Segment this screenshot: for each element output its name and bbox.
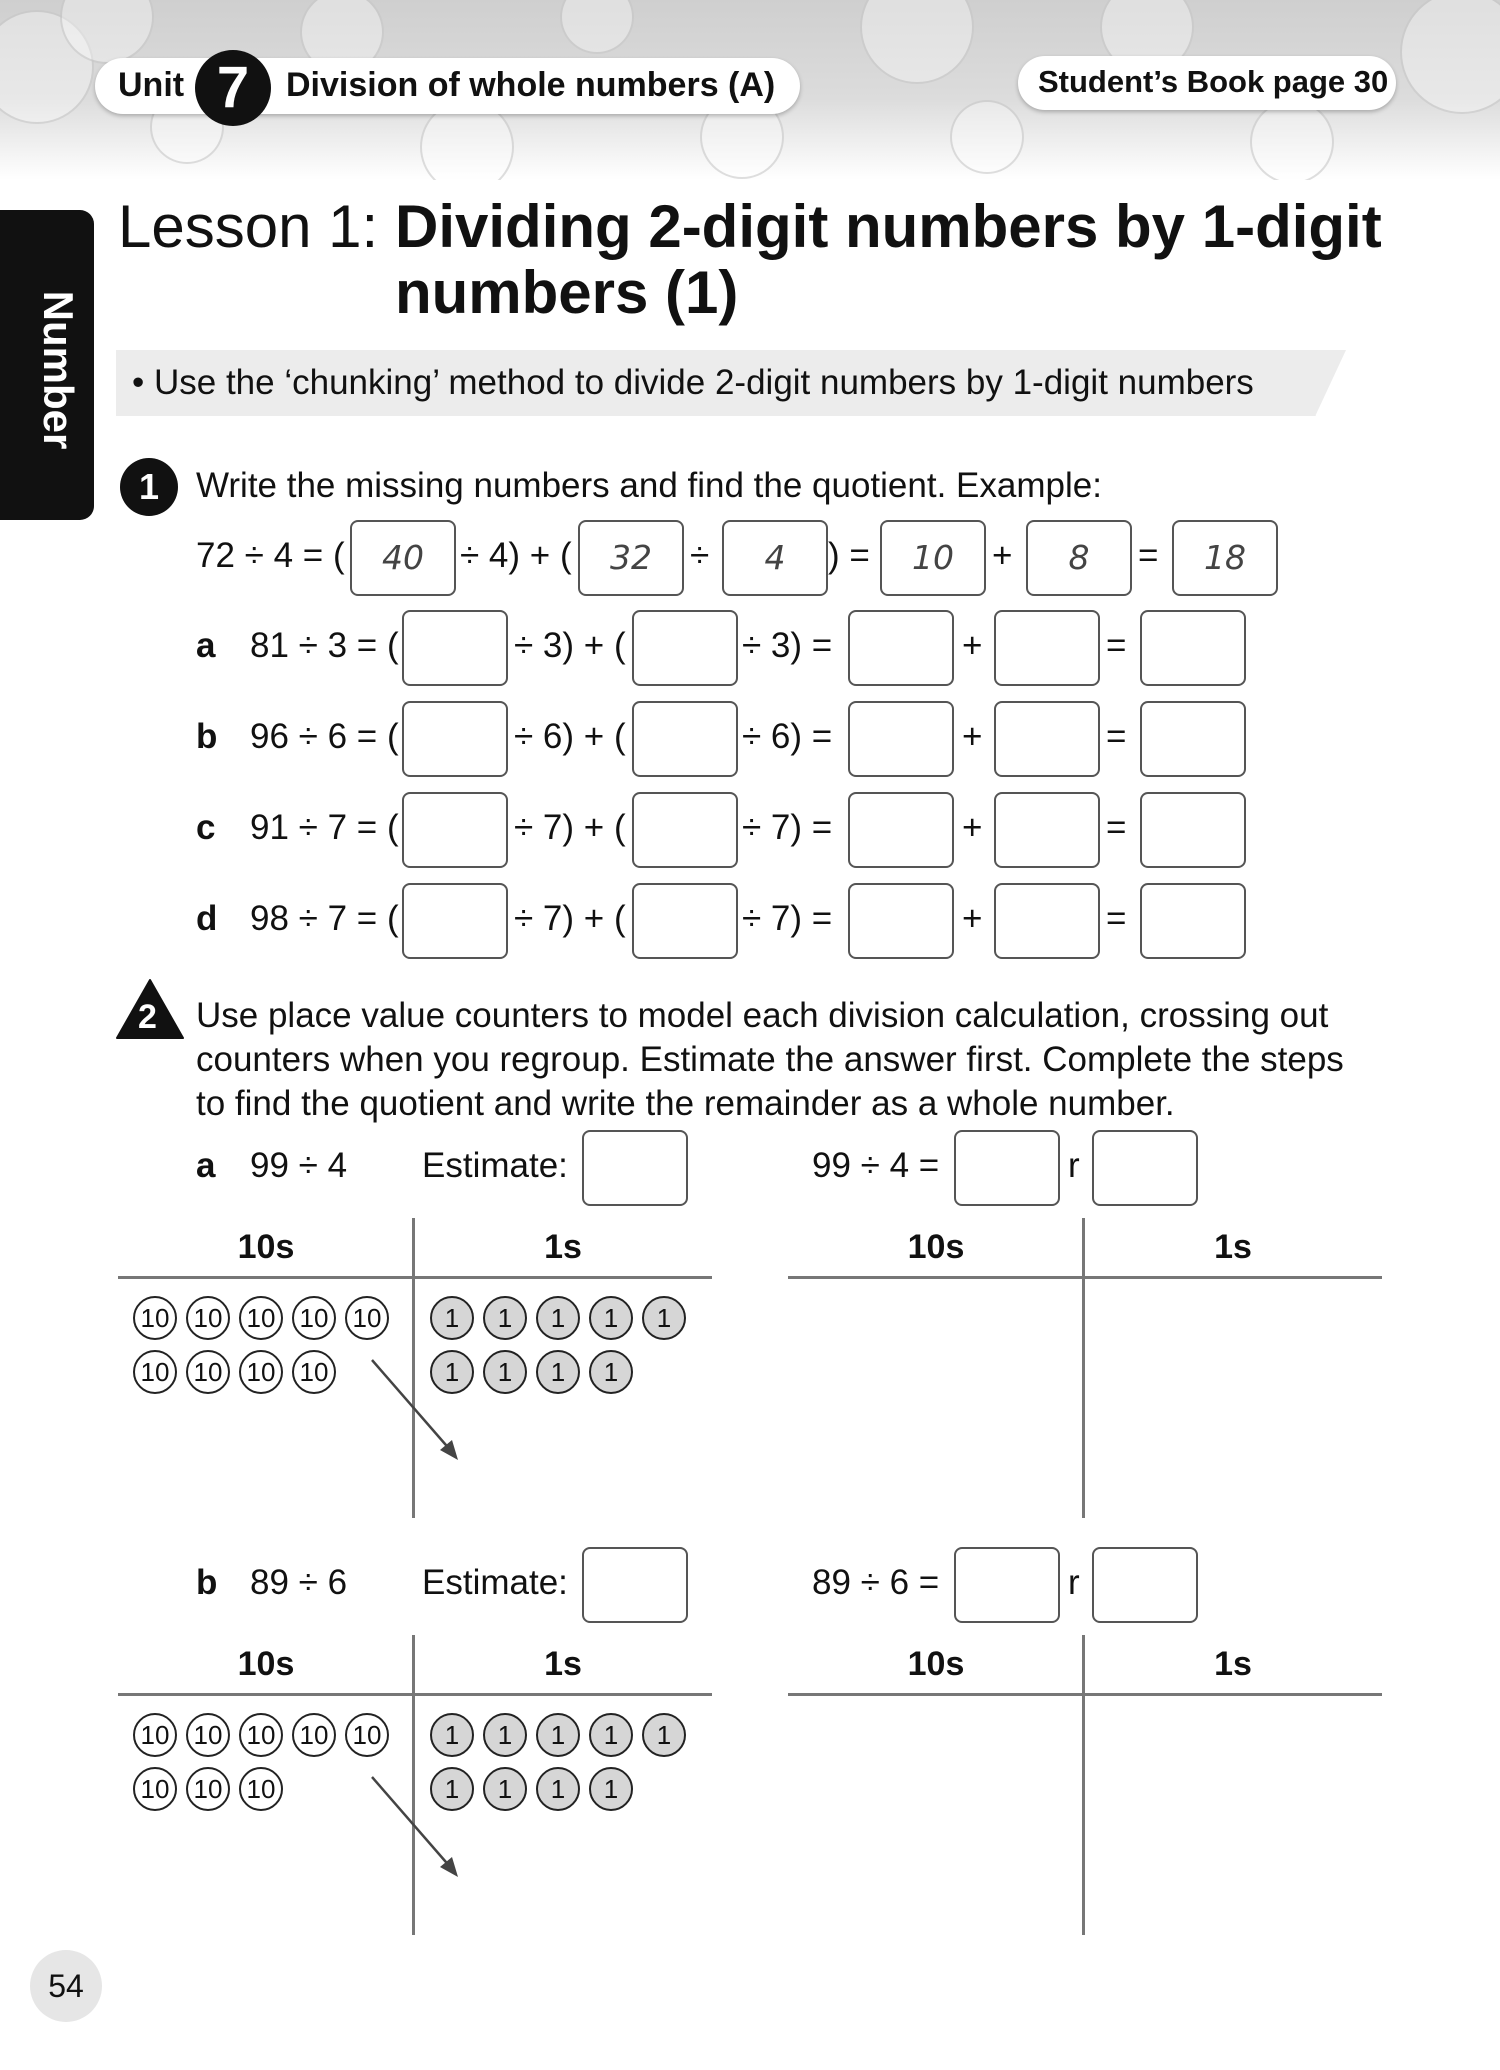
answer-box[interactable] [1140, 883, 1246, 959]
tens-counter: 10 [239, 1767, 283, 1811]
remainder-label: r [1068, 1563, 1080, 1602]
question-1-marker: 1 [120, 458, 178, 516]
example-answer-box: 8 [1026, 520, 1132, 596]
ones-counter: 1 [589, 1767, 633, 1811]
answer-box[interactable] [1140, 792, 1246, 868]
regroup-arrow-icon [360, 1767, 470, 1887]
example-equals: = [1138, 536, 1159, 575]
answer-box[interactable] [994, 792, 1100, 868]
plus-sign: + [962, 808, 983, 847]
part-calculation: 99 ÷ 4 [250, 1146, 348, 1185]
table-header-rule [118, 1693, 712, 1696]
lesson-title-line2: numbers (1) [395, 259, 739, 326]
ones-counter: 1 [536, 1296, 580, 1340]
tens-counter: 10 [186, 1767, 230, 1811]
result-expression: 89 ÷ 6 = [812, 1563, 940, 1602]
example-answer-box: 40 [350, 520, 456, 596]
part-calculation: 89 ÷ 6 [250, 1563, 348, 1602]
answer-box[interactable] [994, 701, 1100, 777]
example-answer-box: 32 [578, 520, 684, 596]
unit-title: Division of whole numbers (A) [286, 66, 776, 104]
ones-counter: 1 [430, 1713, 474, 1757]
lesson-prefix: Lesson 1: [118, 193, 379, 260]
ones-column-header: 1s [1214, 1645, 1252, 1683]
estimate-label: Estimate: [422, 1563, 568, 1602]
example-lhs: 72 ÷ 4 = ( [196, 536, 345, 575]
equals-sign: = [1106, 717, 1127, 756]
ones-counter: 1 [536, 1350, 580, 1394]
ones-counter: 1 [642, 1296, 686, 1340]
tens-column-header: 10s [237, 1228, 295, 1266]
question-1-instruction: Write the missing numbers and find the quotient. Example: [196, 466, 1102, 505]
tens-counter: 10 [292, 1713, 336, 1757]
answer-box[interactable] [994, 610, 1100, 686]
answer-box[interactable] [1140, 701, 1246, 777]
answer-box[interactable] [632, 883, 738, 959]
answer-box[interactable] [848, 792, 954, 868]
lesson-title-line1: Dividing 2-digit numbers by 1-digit [395, 193, 1382, 260]
ones-counter: 1 [536, 1767, 580, 1811]
row-middle: ÷ 7) + ( [514, 808, 626, 847]
table-header-rule [788, 1693, 1382, 1696]
answer-box[interactable] [1140, 610, 1246, 686]
unit-word: Unit [118, 66, 185, 104]
remainder-box[interactable] [1092, 1130, 1198, 1206]
answer-box[interactable] [848, 610, 954, 686]
tens-counter: 10 [133, 1350, 177, 1394]
ones-counter: 1 [483, 1296, 527, 1340]
result-expression: 99 ÷ 4 = [812, 1146, 940, 1185]
question-2-number: 2 [138, 998, 157, 1036]
tens-column-header: 10s [907, 1645, 965, 1683]
row-end: ÷ 6) = [742, 717, 833, 756]
answer-box[interactable] [994, 883, 1100, 959]
answer-box[interactable] [632, 792, 738, 868]
quotient-box[interactable] [954, 1130, 1060, 1206]
book-reference: Student’s Book page 30 [1038, 64, 1389, 99]
row-expression: 98 ÷ 7 = ( [250, 899, 399, 938]
ones-counter: 1 [430, 1767, 474, 1811]
ones-counter: 1 [589, 1713, 633, 1757]
tens-counter: 10 [292, 1350, 336, 1394]
example-plus: + [992, 536, 1013, 575]
ones-counter: 1 [589, 1350, 633, 1394]
answer-box[interactable] [848, 701, 954, 777]
tens-counter: 10 [186, 1713, 230, 1757]
tens-counter: 10 [345, 1713, 389, 1757]
tens-counter: 10 [133, 1296, 177, 1340]
row-label: a [196, 626, 216, 665]
quotient-box[interactable] [954, 1547, 1060, 1623]
plus-sign: + [962, 899, 983, 938]
equals-sign: = [1106, 899, 1127, 938]
table-column-divider [1082, 1218, 1085, 1518]
row-middle: ÷ 3) + ( [514, 626, 626, 665]
estimate-box[interactable] [582, 1130, 688, 1206]
answer-box[interactable] [402, 610, 508, 686]
row-expression: 96 ÷ 6 = ( [250, 717, 399, 756]
equals-sign: = [1106, 626, 1127, 665]
answer-box[interactable] [402, 792, 508, 868]
page-number: 54 [48, 1968, 84, 2004]
ones-counter: 1 [483, 1350, 527, 1394]
example-answer-box: 10 [880, 520, 986, 596]
regroup-arrow-icon [360, 1350, 470, 1470]
tens-counter: 10 [186, 1350, 230, 1394]
section-side-tab-label: Number [35, 290, 82, 450]
example-answer-box: 4 [722, 520, 828, 596]
tens-counter: 10 [239, 1350, 283, 1394]
question-2-instruction-line3: to find the quotient and write the remainder as a whole number. [196, 1084, 1175, 1123]
tens-counter: 10 [239, 1713, 283, 1757]
answer-box[interactable] [402, 701, 508, 777]
plus-sign: + [962, 717, 983, 756]
unit-number-badge: 7 [195, 50, 271, 126]
example-answer-box: 18 [1172, 520, 1278, 596]
row-label: c [196, 808, 216, 847]
answer-box[interactable] [402, 883, 508, 959]
row-label: b [196, 717, 218, 756]
row-end: ÷ 3) = [742, 626, 833, 665]
tens-counter: 10 [292, 1296, 336, 1340]
table-column-divider [1082, 1635, 1085, 1935]
row-expression: 81 ÷ 3 = ( [250, 626, 399, 665]
table-header-rule [788, 1276, 1382, 1279]
example-close: ) = [828, 536, 870, 575]
objective-text: • Use the ‘chunking’ method to divide 2-digit numbers by 1-digit numbers [132, 363, 1254, 402]
ones-column-header: 1s [544, 1228, 582, 1266]
row-middle: ÷ 6) + ( [514, 717, 626, 756]
ones-counter: 1 [642, 1713, 686, 1757]
tens-counter: 10 [186, 1296, 230, 1340]
tens-counter: 10 [239, 1296, 283, 1340]
estimate-label: Estimate: [422, 1146, 568, 1185]
remainder-box[interactable] [1092, 1547, 1198, 1623]
remainder-label: r [1068, 1146, 1080, 1185]
question-2-instruction-line2: counters when you regroup. Estimate the answer first. Complete the steps [196, 1040, 1344, 1079]
plus-sign: + [962, 626, 983, 665]
question-2-instruction-line1: Use place value counters to model each division calculation, crossing out [196, 996, 1329, 1035]
ones-counter: 1 [483, 1713, 527, 1757]
part-label: a [196, 1146, 216, 1185]
ones-counter: 1 [536, 1713, 580, 1757]
example-mid: ÷ 4) + ( [460, 536, 572, 575]
answer-box[interactable] [848, 883, 954, 959]
table-header-rule [118, 1276, 712, 1279]
estimate-box[interactable] [582, 1547, 688, 1623]
row-end: ÷ 7) = [742, 899, 833, 938]
tens-counter: 10 [345, 1296, 389, 1340]
row-end: ÷ 7) = [742, 808, 833, 847]
ones-column-header: 1s [1214, 1228, 1252, 1266]
part-label: b [196, 1563, 218, 1602]
answer-box[interactable] [632, 610, 738, 686]
row-middle: ÷ 7) + ( [514, 899, 626, 938]
tens-counter: 10 [133, 1767, 177, 1811]
ones-counter: 1 [589, 1296, 633, 1340]
ones-counter: 1 [430, 1296, 474, 1340]
example-divide-sign: ÷ [690, 536, 710, 575]
tens-column-header: 10s [907, 1228, 965, 1266]
ones-column-header: 1s [544, 1645, 582, 1683]
ones-counter: 1 [430, 1350, 474, 1394]
tens-counter: 10 [133, 1713, 177, 1757]
ones-counter: 1 [483, 1767, 527, 1811]
answer-box[interactable] [632, 701, 738, 777]
row-expression: 91 ÷ 7 = ( [250, 808, 399, 847]
row-label: d [196, 899, 218, 938]
equals-sign: = [1106, 808, 1127, 847]
tens-column-header: 10s [237, 1645, 295, 1683]
